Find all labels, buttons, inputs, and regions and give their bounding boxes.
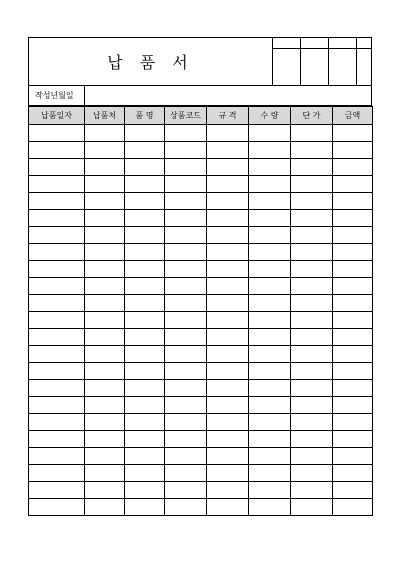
table-row xyxy=(29,210,373,227)
table-cell[interactable] xyxy=(165,159,207,176)
table-cell[interactable] xyxy=(29,312,85,329)
table-cell[interactable] xyxy=(333,210,373,227)
table-cell[interactable] xyxy=(29,329,85,346)
table-cell[interactable] xyxy=(333,363,373,380)
table-cell[interactable] xyxy=(29,465,85,482)
approval-sign-cell[interactable] xyxy=(357,49,371,86)
table-cell[interactable] xyxy=(207,465,249,482)
table-cell[interactable] xyxy=(29,176,85,193)
table-cell[interactable] xyxy=(165,295,207,312)
table-cell[interactable] xyxy=(291,363,333,380)
table-cell[interactable] xyxy=(125,448,165,465)
table-cell[interactable] xyxy=(85,278,125,295)
table-cell[interactable] xyxy=(85,448,125,465)
table-cell[interactable] xyxy=(85,380,125,397)
table-cell[interactable] xyxy=(85,244,125,261)
table-row xyxy=(29,346,373,363)
table-cell[interactable] xyxy=(29,193,85,210)
approval-header-cell xyxy=(329,38,357,49)
approval-header-cell xyxy=(357,38,371,49)
table-cell[interactable] xyxy=(85,142,125,159)
delivery-form xyxy=(28,37,372,538)
table-cell[interactable] xyxy=(291,295,333,312)
table-cell[interactable] xyxy=(85,499,125,516)
table-cell[interactable] xyxy=(333,312,373,329)
table-cell[interactable] xyxy=(125,244,165,261)
table-cell[interactable] xyxy=(125,312,165,329)
table-cell[interactable] xyxy=(249,346,291,363)
table-cell[interactable] xyxy=(249,312,291,329)
table-cell[interactable] xyxy=(125,482,165,499)
table-cell[interactable] xyxy=(291,210,333,227)
table-cell[interactable] xyxy=(85,397,125,414)
table-header-row xyxy=(29,107,373,125)
delivery-table xyxy=(28,106,373,516)
table-cell[interactable] xyxy=(333,431,373,448)
column-header-quantity: 수 량 xyxy=(249,107,291,125)
table-row xyxy=(29,363,373,380)
table-cell[interactable] xyxy=(125,414,165,431)
table-cell[interactable] xyxy=(207,125,249,142)
table-cell[interactable] xyxy=(165,125,207,142)
table-cell[interactable] xyxy=(207,176,249,193)
table-cell[interactable] xyxy=(249,125,291,142)
table-cell[interactable] xyxy=(249,482,291,499)
column-header-unit-price: 단 가 xyxy=(291,107,333,125)
table-cell[interactable] xyxy=(249,176,291,193)
table-cell[interactable] xyxy=(249,159,291,176)
table-cell[interactable] xyxy=(125,176,165,193)
table-cell[interactable] xyxy=(249,448,291,465)
table-cell[interactable] xyxy=(125,380,165,397)
table-cell[interactable] xyxy=(249,295,291,312)
table-cell[interactable] xyxy=(165,312,207,329)
table-cell[interactable] xyxy=(29,142,85,159)
table-cell[interactable] xyxy=(85,329,125,346)
table-cell[interactable] xyxy=(85,176,125,193)
table-row xyxy=(29,499,373,516)
table-cell[interactable] xyxy=(291,380,333,397)
table-cell[interactable] xyxy=(333,329,373,346)
table-cell[interactable] xyxy=(125,278,165,295)
table-cell[interactable] xyxy=(85,312,125,329)
table-cell[interactable] xyxy=(249,431,291,448)
table-cell[interactable] xyxy=(291,227,333,244)
date-field[interactable] xyxy=(85,86,371,105)
table-cell[interactable] xyxy=(125,193,165,210)
table-cell[interactable] xyxy=(249,278,291,295)
table-cell[interactable] xyxy=(29,125,85,142)
table-cell[interactable] xyxy=(333,346,373,363)
table-cell[interactable] xyxy=(85,125,125,142)
table-cell[interactable] xyxy=(165,227,207,244)
table-cell[interactable] xyxy=(291,465,333,482)
table-cell[interactable] xyxy=(165,176,207,193)
table-cell[interactable] xyxy=(29,448,85,465)
table-cell[interactable] xyxy=(207,482,249,499)
table-cell[interactable] xyxy=(125,295,165,312)
column-header-item-name: 품 명 xyxy=(125,107,165,125)
table-cell[interactable] xyxy=(249,142,291,159)
table-cell[interactable] xyxy=(165,414,207,431)
table-cell[interactable] xyxy=(333,499,373,516)
table-cell[interactable] xyxy=(29,244,85,261)
table-row xyxy=(29,397,373,414)
table-cell[interactable] xyxy=(85,414,125,431)
table-row xyxy=(29,312,373,329)
table-cell[interactable] xyxy=(249,397,291,414)
table-row xyxy=(29,227,373,244)
table-cell[interactable] xyxy=(165,397,207,414)
table-cell[interactable] xyxy=(29,482,85,499)
table-cell[interactable] xyxy=(291,414,333,431)
table-row xyxy=(29,125,373,142)
date-row xyxy=(28,86,372,106)
table-cell[interactable] xyxy=(207,397,249,414)
table-cell[interactable] xyxy=(333,193,373,210)
table-cell[interactable] xyxy=(29,431,85,448)
table-cell[interactable] xyxy=(207,363,249,380)
table-cell[interactable] xyxy=(85,227,125,244)
table-cell[interactable] xyxy=(165,482,207,499)
table-cell[interactable] xyxy=(291,482,333,499)
table-cell[interactable] xyxy=(29,159,85,176)
table-cell[interactable] xyxy=(207,312,249,329)
table-cell[interactable] xyxy=(125,397,165,414)
table-row xyxy=(29,159,373,176)
table-cell[interactable] xyxy=(29,227,85,244)
table-cell[interactable] xyxy=(249,261,291,278)
table-cell[interactable] xyxy=(29,397,85,414)
table-row xyxy=(29,295,373,312)
table-cell[interactable] xyxy=(165,363,207,380)
table-cell[interactable] xyxy=(249,329,291,346)
table-cell[interactable] xyxy=(207,448,249,465)
table-row xyxy=(29,193,373,210)
table-cell[interactable] xyxy=(249,465,291,482)
table-cell[interactable] xyxy=(333,176,373,193)
table-cell[interactable] xyxy=(85,193,125,210)
table-cell[interactable] xyxy=(249,499,291,516)
table-row xyxy=(29,414,373,431)
table-cell[interactable] xyxy=(125,210,165,227)
table-cell[interactable] xyxy=(85,431,125,448)
table-cell[interactable] xyxy=(165,431,207,448)
table-row xyxy=(29,431,373,448)
table-cell[interactable] xyxy=(333,125,373,142)
table-cell[interactable] xyxy=(125,363,165,380)
table-cell[interactable] xyxy=(291,125,333,142)
table-row xyxy=(29,380,373,397)
table-cell[interactable] xyxy=(165,278,207,295)
table-cell[interactable] xyxy=(125,465,165,482)
title-section xyxy=(28,37,372,86)
table-cell[interactable] xyxy=(207,414,249,431)
table-cell[interactable] xyxy=(29,346,85,363)
table-row xyxy=(29,448,373,465)
approval-stamp-grid xyxy=(272,38,371,85)
table-cell[interactable] xyxy=(249,414,291,431)
table-cell[interactable] xyxy=(165,380,207,397)
table-cell[interactable] xyxy=(165,465,207,482)
table-cell[interactable] xyxy=(125,346,165,363)
table-cell[interactable] xyxy=(165,346,207,363)
table-cell[interactable] xyxy=(207,278,249,295)
table-cell[interactable] xyxy=(165,499,207,516)
table-cell[interactable] xyxy=(29,414,85,431)
approval-sign-cell[interactable] xyxy=(273,49,301,86)
table-cell[interactable] xyxy=(291,261,333,278)
table-body xyxy=(29,125,373,516)
table-cell[interactable] xyxy=(125,227,165,244)
approval-header-cell xyxy=(273,38,301,49)
table-cell[interactable] xyxy=(291,431,333,448)
table-cell[interactable] xyxy=(207,329,249,346)
table-cell[interactable] xyxy=(291,193,333,210)
table-cell[interactable] xyxy=(249,193,291,210)
table-cell[interactable] xyxy=(207,210,249,227)
table-cell[interactable] xyxy=(85,210,125,227)
table-row xyxy=(29,244,373,261)
table-cell[interactable] xyxy=(85,363,125,380)
table-cell[interactable] xyxy=(125,159,165,176)
column-header-recipient: 납품처 xyxy=(85,107,125,125)
table-cell[interactable] xyxy=(165,448,207,465)
table-row xyxy=(29,329,373,346)
table-cell[interactable] xyxy=(165,244,207,261)
table-cell[interactable] xyxy=(125,125,165,142)
date-label: 작성년월일 xyxy=(29,86,85,105)
table-cell[interactable] xyxy=(207,380,249,397)
table-cell[interactable] xyxy=(333,448,373,465)
table-cell[interactable] xyxy=(333,261,373,278)
table-cell[interactable] xyxy=(165,210,207,227)
table-cell[interactable] xyxy=(291,499,333,516)
table-cell[interactable] xyxy=(29,380,85,397)
table-cell[interactable] xyxy=(85,346,125,363)
table-cell[interactable] xyxy=(207,193,249,210)
table-cell[interactable] xyxy=(291,142,333,159)
table-cell[interactable] xyxy=(125,329,165,346)
table-cell[interactable] xyxy=(291,397,333,414)
table-cell[interactable] xyxy=(29,499,85,516)
table-cell[interactable] xyxy=(291,312,333,329)
table-cell[interactable] xyxy=(207,142,249,159)
table-cell[interactable] xyxy=(29,210,85,227)
table-cell[interactable] xyxy=(207,499,249,516)
approval-sign-cell[interactable] xyxy=(329,49,357,86)
table-cell[interactable] xyxy=(291,329,333,346)
table-cell[interactable] xyxy=(291,346,333,363)
table-cell[interactable] xyxy=(85,482,125,499)
table-row xyxy=(29,465,373,482)
table-row xyxy=(29,176,373,193)
table-cell[interactable] xyxy=(85,261,125,278)
table-cell[interactable] xyxy=(29,261,85,278)
table-cell[interactable] xyxy=(333,465,373,482)
table-cell[interactable] xyxy=(125,499,165,516)
table-cell[interactable] xyxy=(165,261,207,278)
table-cell[interactable] xyxy=(85,295,125,312)
table-cell[interactable] xyxy=(85,159,125,176)
table-cell[interactable] xyxy=(207,346,249,363)
table-cell[interactable] xyxy=(333,244,373,261)
table-cell[interactable] xyxy=(333,414,373,431)
table-cell[interactable] xyxy=(207,244,249,261)
table-cell[interactable] xyxy=(29,363,85,380)
table-cell[interactable] xyxy=(249,210,291,227)
table-cell[interactable] xyxy=(125,261,165,278)
table-cell[interactable] xyxy=(207,227,249,244)
column-header-amount: 금액 xyxy=(333,107,373,125)
table-cell[interactable] xyxy=(29,278,85,295)
table-row xyxy=(29,278,373,295)
table-cell[interactable] xyxy=(207,261,249,278)
table-cell[interactable] xyxy=(333,142,373,159)
table-cell[interactable] xyxy=(291,448,333,465)
table-cell[interactable] xyxy=(333,159,373,176)
table-cell[interactable] xyxy=(333,227,373,244)
table-cell[interactable] xyxy=(207,295,249,312)
table-cell[interactable] xyxy=(333,482,373,499)
table-cell[interactable] xyxy=(291,278,333,295)
table-cell[interactable] xyxy=(291,176,333,193)
table-cell[interactable] xyxy=(165,329,207,346)
table-cell[interactable] xyxy=(125,431,165,448)
column-header-delivery-date: 납품일자 xyxy=(29,107,85,125)
table-cell[interactable] xyxy=(249,244,291,261)
table-cell[interactable] xyxy=(333,278,373,295)
column-header-product-code: 상품코드 xyxy=(165,107,207,125)
form-title: 납 품 서 xyxy=(107,53,194,72)
table-cell[interactable] xyxy=(291,244,333,261)
table-cell[interactable] xyxy=(249,227,291,244)
approval-header-cell xyxy=(301,38,329,49)
table-cell[interactable] xyxy=(207,159,249,176)
table-cell[interactable] xyxy=(85,465,125,482)
table-row xyxy=(29,482,373,499)
table-cell[interactable] xyxy=(333,397,373,414)
table-cell[interactable] xyxy=(333,380,373,397)
table-cell[interactable] xyxy=(249,363,291,380)
table-row xyxy=(29,261,373,278)
table-cell[interactable] xyxy=(291,159,333,176)
table-cell[interactable] xyxy=(249,380,291,397)
table-cell[interactable] xyxy=(125,142,165,159)
table-cell[interactable] xyxy=(165,193,207,210)
approval-sign-cell[interactable] xyxy=(301,49,329,86)
table-cell[interactable] xyxy=(29,295,85,312)
table-cell[interactable] xyxy=(165,142,207,159)
table-cell[interactable] xyxy=(333,295,373,312)
table-cell[interactable] xyxy=(207,431,249,448)
column-header-spec: 규 격 xyxy=(207,107,249,125)
table-row xyxy=(29,142,373,159)
